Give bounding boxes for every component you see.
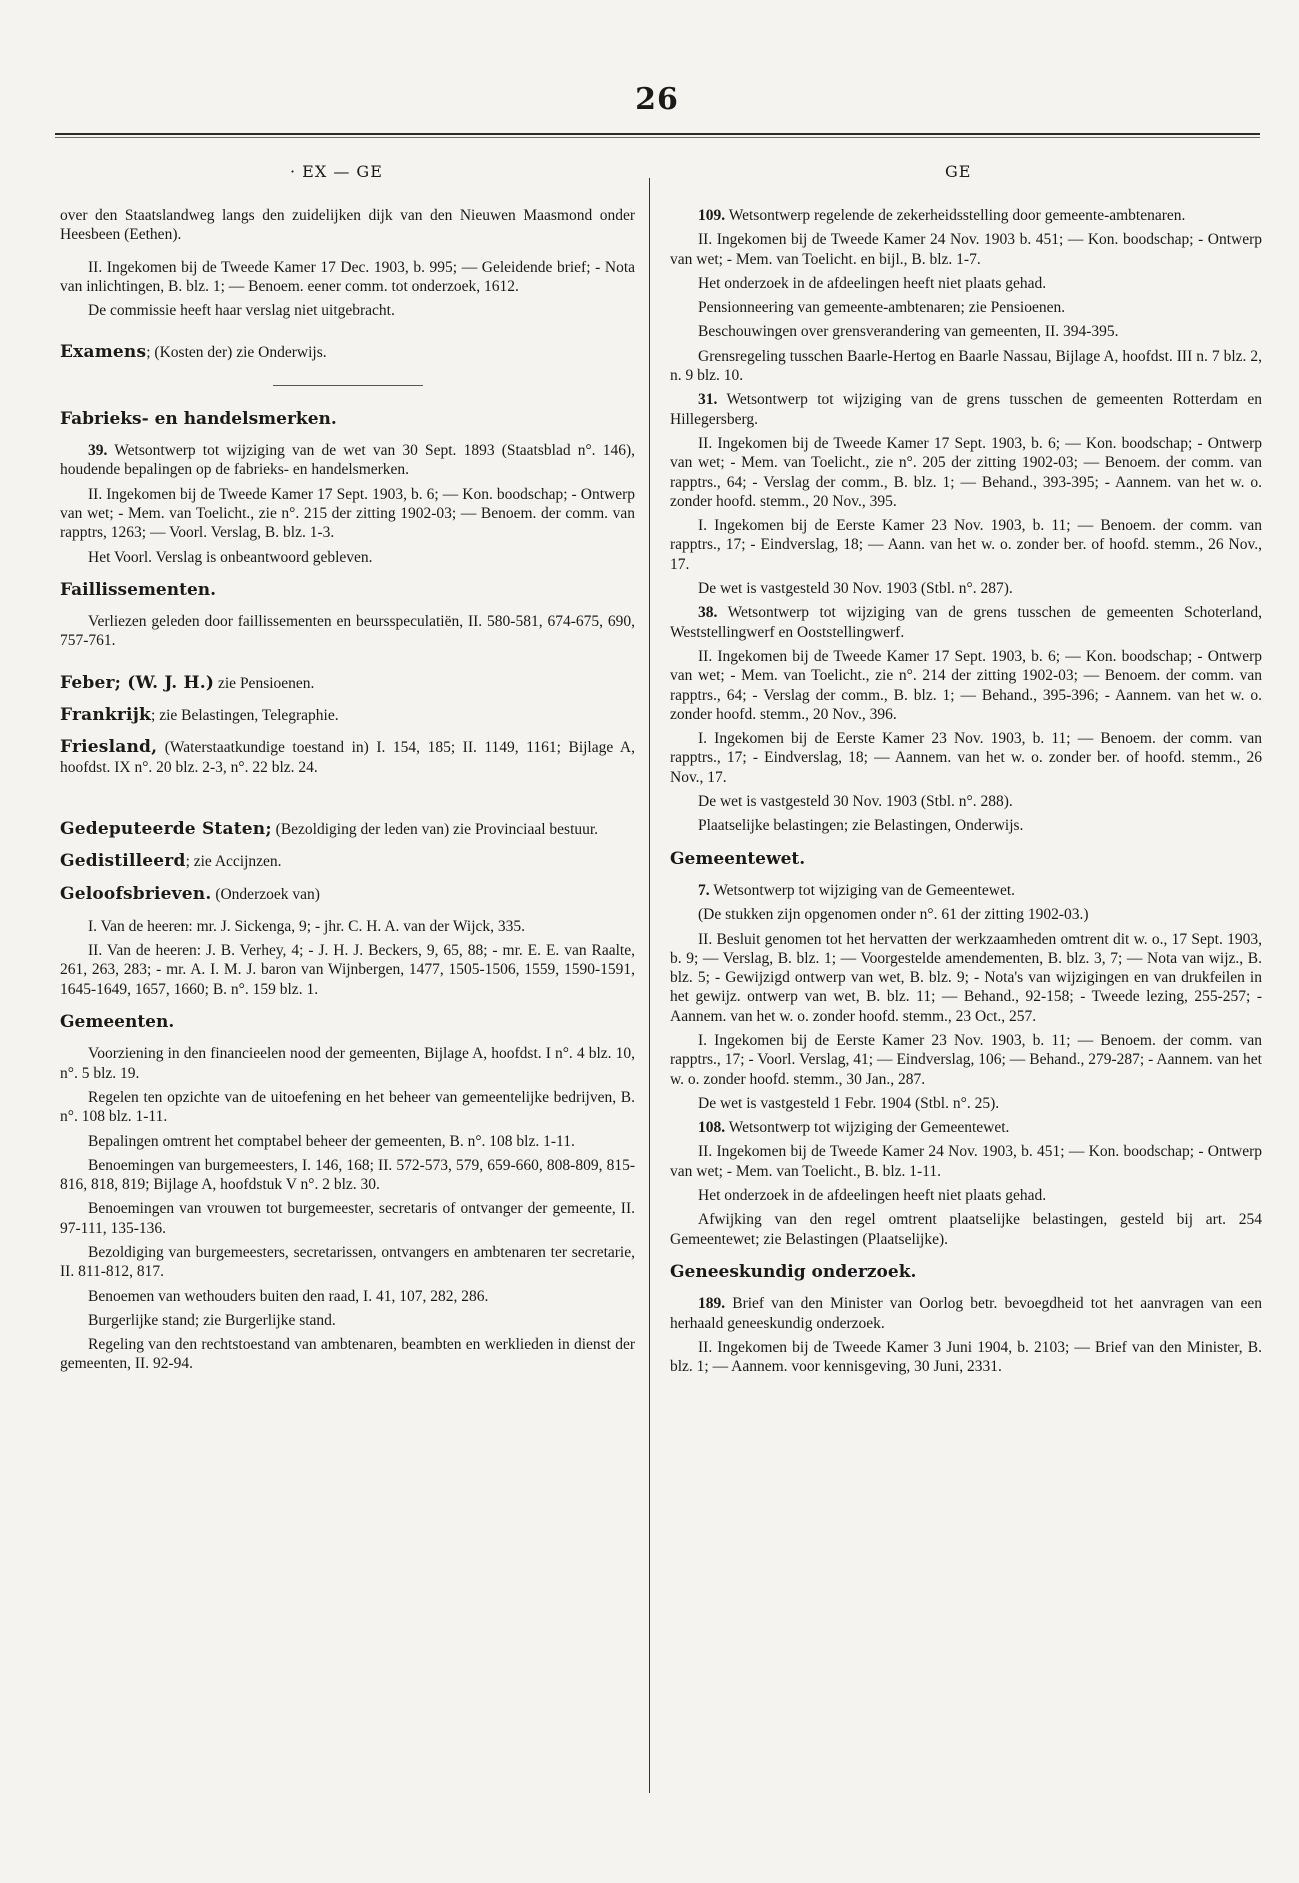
entry-text: De wet is vastgesteld 30 Nov. 1903 (Stbl. n°. 288).: [698, 793, 1013, 811]
entry-text: Het onderzoek in de afdeelingen heeft niet plaats gehad.: [698, 274, 1047, 292]
bill-title: Wetsontwerp tot wijziging van de grens tusschen de gemeenten Schoterland, Weststellingwerf en Ooststellingwerf.: [670, 604, 1262, 641]
entry-text: I. Van de heeren: mr. J. Sickenga, 9; - jhr. C. H. A. van der Wijck, 335.: [88, 917, 526, 935]
bill-text: [670, 1118, 1262, 1137]
bill-text: [60, 441, 635, 480]
ingekomen-text: I. Ingekomen bij de Eerste Kamer 23 Nov. 1903, b. 11; — Benoem. der comm. van rapptrs., 17; - Eindverslag, 18; — Aannem. van het w. o. zonder ber. of hoofd. stemm., 26 Nov., 17.: [670, 730, 1262, 786]
entry-text: ; (Kosten der) zie Onderwijs.: [146, 344, 327, 362]
index-entry-frankrijk: [60, 706, 635, 725]
bill-text: [670, 1294, 1262, 1333]
entry-text: Benoemingen van vrouwen tot burgemeester, secretaris of ontvanger der gemeente, II. 97-111, 135-136.: [60, 1200, 635, 1237]
index-entry-geloofsbrieven: [60, 885, 635, 904]
entry-text: De wet is vastgesteld 1 Febr. 1904 (Stbl. n°. 25).: [698, 1094, 1000, 1112]
ingekomen-text: I. Ingekomen bij de Eerste Kamer 23 Nov. 1903, b. 11; — Benoem. der comm. van rapptrs., 17; - Eindverslag, 18; — Aann. van het w. o. zonder ber. of hoofd. stemm., 26 Nov., 17.: [670, 517, 1262, 573]
ingekomen-text: II. Ingekomen bij de Tweede Kamer 17 Dec. 1903, b. 995; — Geleidende brief; - Nota van inlichtingen, B. blz. 1; — Benoem. eener comm. tot onderzoek, 1612.: [60, 258, 635, 295]
index-entry-examens: [60, 343, 635, 362]
entry-text: Verliezen geleden door faillissementen en beursspeculatiën, II. 580-581, 674-675, 690, 757-761.: [60, 613, 635, 650]
header-rule: [55, 133, 1260, 135]
section-heading-gemeenten: Gemeenten.: [60, 1012, 175, 1033]
entry-text: Benoemen van wethouders buiten den raad, I. 41, 107, 282, 286.: [88, 1287, 489, 1305]
bill-number: 38.: [698, 604, 718, 622]
entry-text: Afwijking van den regel omtrent plaatselijke belastingen, gesteld bij art. 254 Gemeentewet; zie Belastingen (Plaatselijke).: [670, 1211, 1262, 1248]
entry-text: Bezoldiging van burgemeesters, secretarissen, ontvangers en ambtenaren ter secretarie, II. 811-812, 817.: [60, 1243, 635, 1281]
entry-text: Voorziening in den financieelen nood der gemeenten, Bijlage A, hoofdst. I n°. 4 blz. 10, n°. 5 blz. 19.: [60, 1045, 635, 1082]
entry-text: (De stukken zijn opgenomen onder n°. 61 der zitting 1902-03.): [698, 906, 1089, 924]
entry-text: II. Van de heeren: J. B. Verhey, 4; - J. H. J. Beckers, 9, 65, 88; - mr. E. E. van Raalte, 261, 263, 283; - mr. A. I. M. J. baron van Wijnbergen, 1477, 1505-1506, 1559, 1590-1591, 1645-1649, 1657, 1660; B. n°. 159 blz. 1.: [60, 942, 635, 998]
ingekomen-text: II. Ingekomen bij de Tweede Kamer 17 Sept. 1903, b. 6; — Kon. boodschap; - Ontwerp van wet; - Mem. van Toelicht., zie n°. 214 der zitting 1902-03; — Benoem. der comm. van rapptrs., 64; - Verslag der comm., B. blz. 1; — Behand., 395-396; - Aannem. van het w. o. zonder hoofd. stemm., 20 Nov., 396.: [670, 647, 1262, 723]
entry-heading: Feber; (W. J. H.): [60, 672, 215, 693]
bill-number: 108.: [698, 1119, 726, 1137]
entry-text: Bepalingen omtrent het comptabel beheer der gemeenten, B. n°. 108 blz. 1-11.: [88, 1132, 575, 1150]
entry-text: Pensionneering van gemeente-ambtenaren; zie Pensioenen.: [698, 299, 1066, 317]
left-column: [60, 206, 635, 1379]
ingekomen-text: II. Ingekomen bij de Tweede Kamer 24 Nov. 1903 b. 451; — Kon. boodschap; - Ontwerp van wet; - Mem. van Toelicht. en bijl., B. blz. 1-7.: [670, 231, 1262, 268]
bill-text: [670, 390, 1262, 429]
bill-title: Wetsontwerp tot wijziging van de wet van 30 Sept. 1893 (Staatsblad n°. 146), houdende bepalingen op de fabrieks- en handelsmerken.: [60, 442, 635, 479]
continuation-text: over den Staatslandweg langs den zuidelijken dijk van den Nieuwen Maasmond onder Heesbeen (Eethen).: [60, 207, 635, 244]
bill-text: [670, 881, 1262, 900]
index-entry-gedeputeerde: [60, 820, 635, 839]
entry-text: (Bezoldiging der leden van) zie Provinciaal bestuur.: [271, 820, 599, 838]
entry-text: (Waterstaatkundige toestand in) I. 154, 185; II. 1149, 1161; Bijlage A, hoofdst. IX n°. 20 blz. 2-3, n°. 22 blz. 24.: [60, 739, 635, 776]
entry-text: zie Pensioenen.: [214, 674, 315, 692]
section-heading-faillissementen: Faillissementen.: [60, 579, 217, 600]
bill-text: [670, 206, 1262, 225]
ingekomen-text: I. Ingekomen bij de Eerste Kamer 23 Nov. 1903, b. 11; — Benoem. der comm. van rapptrs., 17; - Voorl. Verslag, 41; — Eindverslag, 106; — Behand., 279-287; - Aannem. van het w. o. zonder hoofd. stemm., 30 Jan., 287.: [670, 1031, 1262, 1088]
ingekomen-text: II. Ingekomen bij de Tweede Kamer 3 Juni 1904, b. 2103; — Brief van den Minister, B. blz. 1; — Aannem. voor kennisgeving, 30 Juni, 2331.: [670, 1338, 1262, 1376]
verslag-text: Het Voorl. Verslag is onbeantwoord gebleven.: [88, 548, 373, 566]
ingekomen-text: II. Ingekomen bij de Tweede Kamer 24 Nov. 1903, b. 451; — Kon. boodschap; - Ontwerp van wet; - Mem. van Toelicht., B. blz. 1-11.: [670, 1143, 1262, 1180]
entry-text: De wet is vastgesteld 30 Nov. 1903 (Stbl. n°. 287).: [698, 580, 1013, 598]
entry-text: Het onderzoek in de afdeelingen heeft niet plaats gehad.: [698, 1187, 1047, 1205]
right-column-heading: GE: [945, 162, 972, 181]
bill-number: 39.: [88, 442, 108, 460]
bill-number: 31.: [698, 391, 718, 409]
left-column-heading: · EX — GE: [290, 162, 383, 181]
bill-number: 189.: [698, 1295, 726, 1313]
entry-text: Burgerlijke stand; zie Burgerlijke stand.: [88, 1311, 336, 1329]
header-rule-thin: [55, 137, 1260, 138]
section-heading-gemeentewet: Gemeentewet.: [670, 848, 806, 869]
section-heading-fabrieks: Fabrieks- en handelsmerken.: [60, 408, 337, 429]
bill-number: 7.: [698, 881, 710, 899]
right-column: [670, 206, 1262, 1381]
bill-number: 109.: [698, 207, 726, 224]
entry-heading: Geloofsbrieven.: [60, 883, 212, 904]
entry-heading: Friesland,: [60, 737, 158, 758]
page-number: 26: [635, 82, 679, 117]
entry-text: Beschouwingen over grensverandering van gemeenten, II. 394-395.: [698, 323, 1119, 341]
bill-title: Wetsontwerp tot wijziging van de Gemeentewet.: [713, 881, 1016, 899]
ingekomen-text: II. Ingekomen bij de Tweede Kamer 17 Sept. 1903, b. 6; — Kon. boodschap; - Ontwerp van wet; - Mem. van Toelicht., zie n°. 205 der zitting 1902-03; — Benoem. der comm. van rapptrs., 64; - Verslag der comm., B. blz. 1; — Behand., 393-395; - Aannem. van het w. o. zonder hoofd. stemm., 20 Nov., 395.: [670, 434, 1262, 510]
ingekomen-text: II. Ingekomen bij de Tweede Kamer 17 Sept. 1903, b. 6; — Kon. boodschap; - Ontwerp van wet; - Mem. van Toelicht., zie n°. 215 der zitting 1902-03; — Benoem. der comm. van rapptrs, 1263; — Voorl. Verslag, B. blz. 1-3.: [60, 485, 635, 542]
verslag-text: De commissie heeft haar verslag niet uitgebracht.: [88, 302, 395, 320]
entry-text: Plaatselijke belastingen; zie Belastingen, Onderwijs.: [698, 817, 1024, 835]
column-divider: [649, 178, 650, 1793]
bill-title: Wetsontwerp regelende de zekerheidsstelling door gemeente-ambtenaren.: [728, 207, 1186, 224]
index-entry-friesland: [60, 738, 635, 777]
entry-text: Benoemingen van burgemeesters, I. 146, 168; II. 572-573, 579, 659-660, 808-809, 815-816, 818, 819; Bijlage A, hoofdstuk V n°. 2 blz. 30.: [60, 1156, 635, 1194]
ingekomen-text: II. Besluit genomen tot het hervatten der werkzaamheden omtrent dit w. o., 17 Sept. 1903, b. 9; — Verslag, B. blz. 1; — Voorgestelde amendementen, B. blz. 3, 7; — Nota van wijz., B. blz. 5; - Gewijzigd ontwerp van wet, B. blz. 9; - Nota's van wijzigingen en van drukfeilen in het gewijz. ontwerp van wet, B. blz. 11; — Behand., 92-158; - Tweede lezing, 255-257; - Aannem. van het w. o. zonder hoofd. stemm., 23 Oct., 257.: [670, 930, 1262, 1025]
entry-heading: Gedeputeerde Staten;: [60, 818, 272, 839]
entry-text: Regelen ten opzichte van de uitoefening en het beheer van gemeentelijke bedrijven, B. n°. 108 blz. 1-11.: [60, 1088, 635, 1126]
entry-text: Grensregeling tusschen Baarle-Hertog en Baarle Nassau, Bijlage A, hoofdst. III n. 7 blz. 2, n. 9 blz. 10.: [670, 347, 1262, 385]
entry-text: ; zie Belastingen, Telegraphie.: [151, 707, 339, 725]
separator: [273, 385, 423, 386]
entry-text: Regeling van den rechtstoestand van ambtenaren, beambten en werklieden in dienst der gemeenten, II. 92-94.: [60, 1336, 635, 1373]
bill-title: Wetsontwerp tot wijziging van de grens tusschen de gemeenten Rotterdam en Hillegersberg.: [670, 391, 1262, 428]
entry-heading: Examens: [60, 342, 147, 363]
index-entry-feber: [60, 674, 635, 693]
bill-text: [670, 603, 1262, 642]
bill-title: Brief van den Minister van Oorlog betr. bevoegdheid tot het aanvragen van een herhaald geneeskundig onderzoek.: [670, 1295, 1263, 1332]
entry-text: ; zie Accijnzen.: [185, 853, 282, 871]
section-heading-geneeskundig: Geneeskundig onderzoek.: [670, 1261, 917, 1282]
index-entry-gedistilleerd: [60, 852, 635, 871]
entry-heading: Gedistilleerd: [60, 851, 186, 872]
entry-heading: Frankrijk: [60, 705, 152, 726]
entry-text: (Onderzoek van): [211, 885, 320, 903]
bill-title: Wetsontwerp tot wijziging der Gemeentewet.: [728, 1119, 1010, 1137]
